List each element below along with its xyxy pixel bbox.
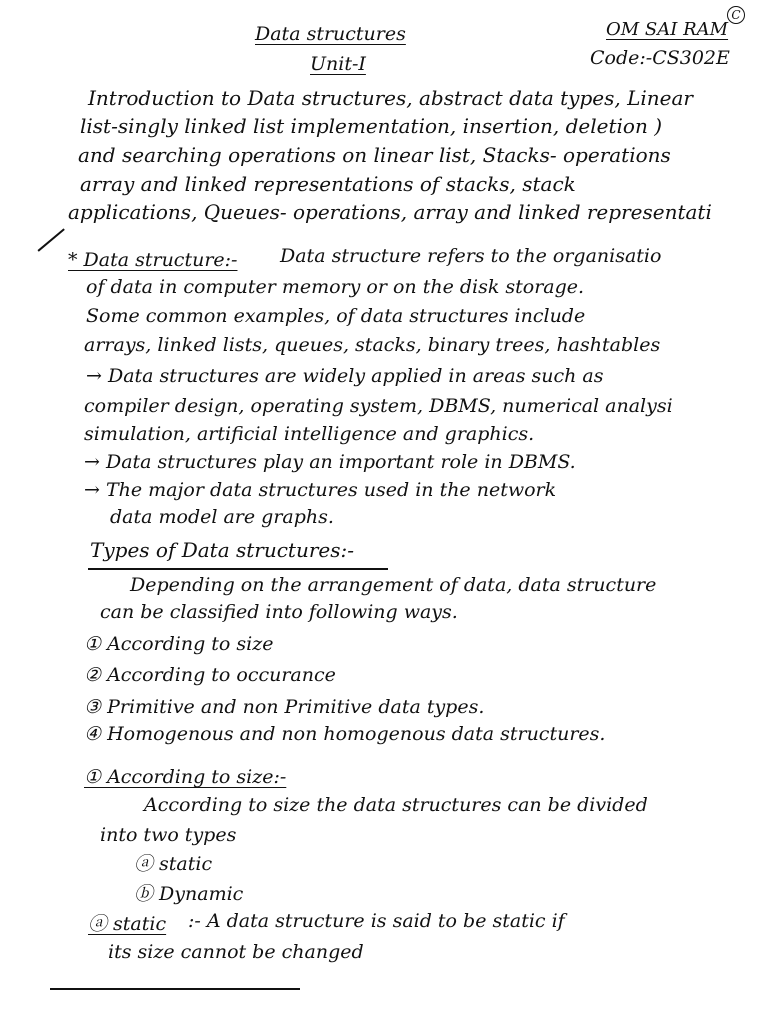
types-list-item: ④ Homogenous and non homogenous data structures. — [84, 723, 606, 745]
definition-line: compiler design, operating system, DBMS, numerical analysi — [84, 395, 673, 417]
definition-line: → Data structures are widely applied in areas such as — [86, 365, 604, 387]
intro-line: Introduction to Data structures, abstract data types, Linear — [88, 86, 693, 110]
intro-line: list-singly linked list implementation, insertion, deletion ) — [80, 114, 662, 138]
types-line: can be classified into following ways. — [100, 601, 458, 623]
intro-line: applications, Queues- operations, array and linked representati — [68, 200, 712, 224]
static-line: its size cannot be changed — [108, 941, 364, 963]
definition-line: Some common examples, of data structures include — [86, 305, 586, 327]
definition-line: Data structure refers to the organisatio — [280, 245, 662, 267]
definition-line: simulation, artificial intelligence and graphics. — [84, 423, 535, 445]
types-list-item: ② According to occurance — [84, 664, 336, 686]
size-line: According to size the data structures can be divided — [144, 794, 648, 816]
types-heading: Types of Data structures:- — [90, 538, 354, 562]
types-heading-underline — [88, 568, 388, 570]
size-type-item: ⓐ static — [134, 853, 213, 875]
intro-line: array and linked representations of stacks, stack — [80, 172, 576, 196]
intro-line: and searching operations on linear list, Stacks- operations — [78, 143, 671, 167]
types-line: Depending on the arrangement of data, data structure — [130, 574, 657, 596]
definition-line: → The major data structures used in the network — [84, 479, 557, 501]
definition-line: arrays, linked lists, queues, stacks, binary trees, hashtables — [84, 334, 661, 356]
unit-label: Unit-I — [310, 53, 366, 75]
course-code: Code:-CS302E — [590, 47, 730, 69]
types-list-item: ① According to size — [84, 633, 274, 655]
page-title: Data structures — [255, 23, 406, 45]
size-type-item: ⓑ Dynamic — [134, 883, 244, 905]
definition-line: of data in computer memory or on the disk storage. — [86, 276, 585, 298]
types-list-item: ③ Primitive and non Primitive data types. — [84, 696, 485, 718]
size-heading: ① According to size:- — [84, 766, 287, 788]
definition-line: data model are graphs. — [110, 506, 334, 528]
definition-line: → Data structures play an important role in DBMS. — [84, 451, 576, 473]
size-line: into two types — [100, 824, 237, 846]
bottom-rule — [50, 988, 300, 990]
page-mark-circle: C — [727, 6, 745, 24]
om-sai-ram: OM SAI RAM — [606, 19, 729, 40]
static-heading: ⓐ static — [88, 913, 167, 935]
margin-slash-mark — [37, 228, 64, 251]
static-line: :- A data structure is said to be static if — [188, 910, 565, 932]
definition-heading: * Data structure:- — [68, 249, 238, 271]
